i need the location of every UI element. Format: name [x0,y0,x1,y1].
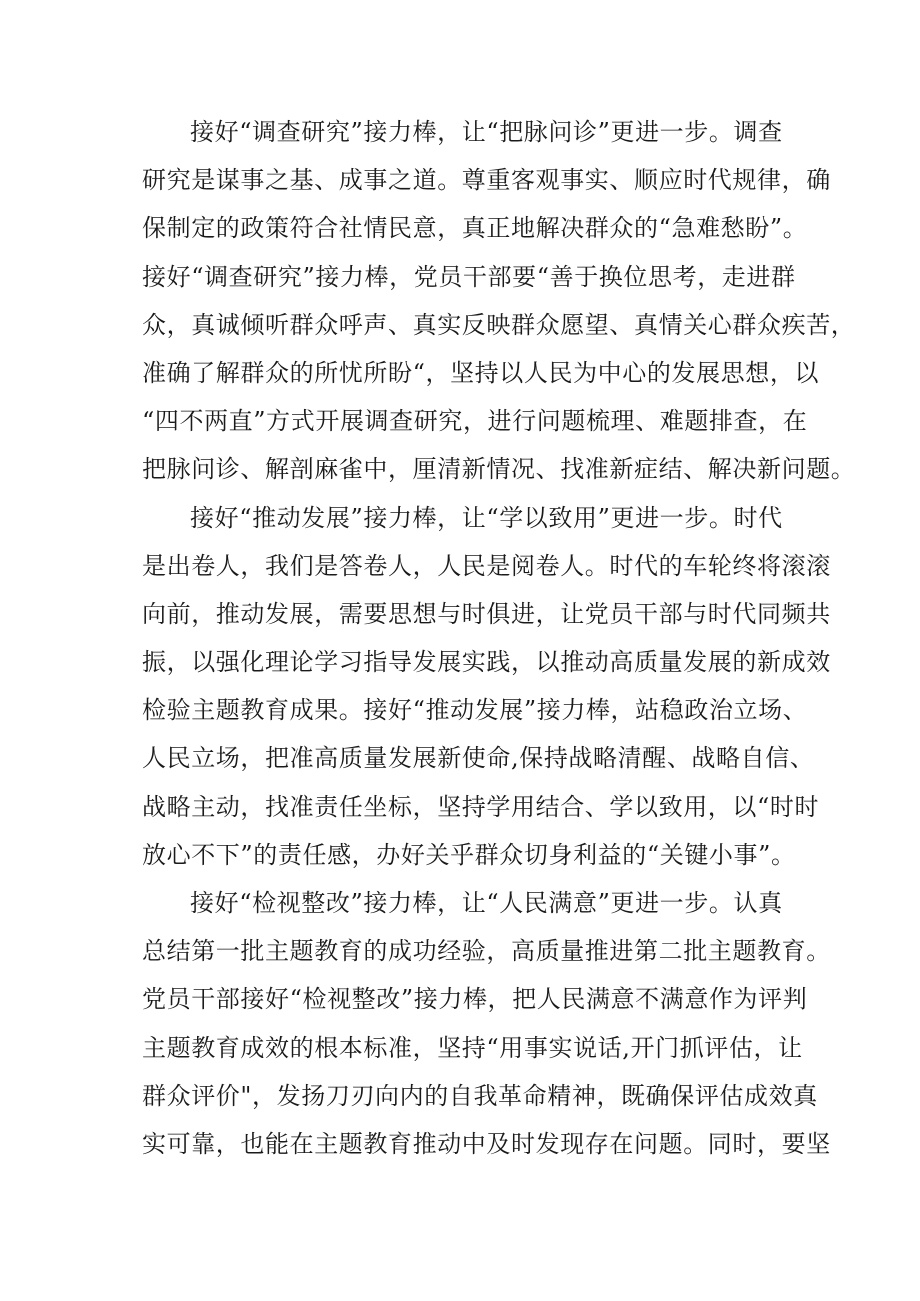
text-line: 主题教育成效的根本标准，坚持“用事实说话,开门抓评估，让 [142,1033,803,1062]
text-line: 党员干部接好“检视整改”接力棒，把人民满意不满意作为评判 [142,985,808,1014]
text-line: 接好“推动发展”接力棒，让“学以致用”更进一步。时代 [190,503,783,532]
text-line: 群众评价"，发扬刀刃向内的自我革命精神，既确保评估成效真 [142,1081,818,1110]
text-line: 众，真诚倾听群众呼声、真实反映群众愿望、真情关心群众疾苦， [142,310,856,339]
text-line: 接好“检视整改”接力棒，让“人民满意”更进一步。认真 [190,889,783,917]
text-line: 接好“调查研究”接力棒，党员干部要“善于换位思考，走进群 [142,262,796,291]
text-line: 向前，推动发展，需要思想与时俱进，让党员干部与时代同频共 [142,599,831,628]
text-line: 检验主题教育成果。接好“推动发展”接力棒，站稳政治立场、 [142,696,808,725]
text-line: 研究是谋事之基、成事之道。尊重客观事实、顺应时代规律，确 [142,166,831,195]
text-line: 战略主动，找准责任坐标，坚持学用结合、学以致用，以“时时 [142,792,820,821]
text-line: 接好“调查研究”接力棒，让“把脉问诊”更进一步。调查 [190,118,783,146]
text-line: 总结第一批主题教育的成功经验，高质量推进第二批主题教育。 [142,937,831,966]
text-line: 是出卷人，我们是答卷人，人民是阅卷人。时代的车轮终将滚滚 [142,551,831,580]
paragraph-development [142,494,831,880]
paragraph-rectification [142,879,831,1168]
text-line: 放心不下”的责任感，办好关乎群众切身利益的“关键小事”。 [142,840,796,869]
text-line: 把脉问诊、解剖麻雀中，厘清新情况、找准新症结、解决新问题。 [142,455,856,484]
text-line: “四不两直”方式开展调查研究，进行问题梳理、难题排查，在 [142,407,808,436]
text-line: 保制定的政策符合社情民意，真正地解决群众的“急难愁盼”。 [142,214,808,243]
text-line: 准确了解群众的所忧所盼“，坚持以人民为中心的发展思想，以 [142,358,820,387]
paragraph-investigation [142,108,856,494]
text-line: 振，以强化理论学习指导发展实践，以推动高质量发展的新成效 [142,648,831,677]
text-line: 实可靠，也能在主题教育推动中及时发现存在问题。同时，要坚 [142,1129,831,1158]
document-body [142,108,856,1168]
text-line: 人民立场，把准高质量发展新使命,保持战略清醒、战略自信、 [142,744,815,773]
